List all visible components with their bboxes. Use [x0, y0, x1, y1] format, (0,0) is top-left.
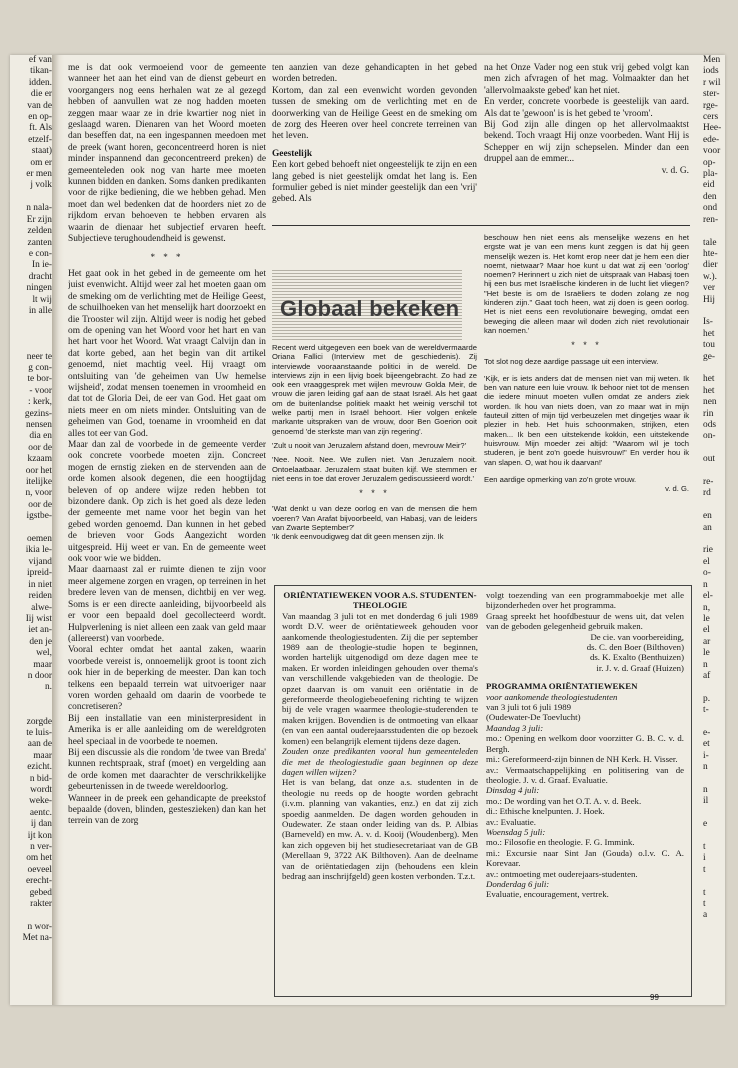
right-fragment-line: tou — [703, 340, 715, 351]
left-fragment-line: rakter — [30, 899, 52, 910]
col2-paragraph: ten aanzien van deze gehandicapten in het gebed worden betreden. — [272, 63, 477, 85]
program-item: av.: Evaluatie. — [486, 816, 536, 827]
right-fragment-line: out — [703, 454, 715, 465]
left-fragment-line: g con- — [28, 362, 52, 373]
left-fragment-line: weke- — [29, 796, 52, 807]
right-fragment-line: il — [703, 796, 709, 807]
left-fragment-line: oemen — [27, 534, 52, 545]
right-fragment-line: het — [703, 385, 715, 396]
program-item: av.: ontmoeting met ouderejaars-studenten. — [486, 868, 638, 879]
globaal-text: beschouw hen niet eens als menselijke wezens en het ergste wat je van een mens kunt zeggen is dat hij geen menselijk wezen is. Het komt erop neer dat je hem een dier noemt, nietwaar? Maar hoe kunt u dat wat zij een 'oorlog' noemen? Herinnert u zich niet de uitspraak van Habasj toen hij een bus met Israëlische kinderen in de lucht liet vliegen? "Het beste is om de Israëliers te doden zolang ze nog kinderen zijn." Gaat toch heen, wat zij doen is geen oorlog. Het is niet eens een revolutionaire beweging, omdat een beweging die alleen maar wil doden zich niet revolutionair kan noemen.' — [484, 233, 689, 335]
left-fragment-line — [10, 910, 52, 921]
right-fragment-line: n — [703, 659, 708, 670]
left-fragment-line: idden. — [28, 77, 52, 88]
separator-stars: * * * — [359, 488, 390, 499]
right-fragment-line: rie — [703, 545, 713, 556]
column-3 — [484, 63, 689, 223]
right-fragment-line: eid — [703, 180, 715, 191]
right-fragment-line: a — [703, 910, 708, 921]
program-item: mo.: Filosofie en theologie. F. G. Immink. — [486, 837, 635, 848]
right-fragment-line: ge- — [703, 351, 715, 362]
left-fragment-line: zelden — [27, 226, 52, 237]
right-fragment-line: t — [703, 899, 706, 910]
right-fragment-line — [703, 831, 725, 842]
left-fragment-line: n door — [27, 670, 52, 681]
globaal-right-column — [484, 233, 689, 568]
left-fragment-line: e con- — [28, 248, 52, 259]
left-fragment-line: van de — [27, 100, 52, 111]
globaal-question: 'Zult u nooit van Jeruzalem afstand doen, mevrouw Meir?' — [272, 440, 467, 450]
left-fragment-line: oor de — [28, 499, 52, 510]
right-fragment-line — [703, 466, 725, 477]
column-2 — [272, 63, 477, 223]
orientatie-left-column — [282, 590, 478, 990]
right-fragment-line: het — [703, 374, 715, 385]
right-fragment-line: r wil — [703, 77, 721, 88]
left-fragment-line: er men — [26, 169, 52, 180]
right-fragment-line: ede- — [703, 134, 720, 145]
col3-paragraph: En verder, concrete voorbede is geestelijk van aard. Als dat te 'gewoon' is is het gebed te 'vroom'. — [484, 97, 689, 119]
orientatie-paragraph: Graag spreekt het hoofdbestuur de wens uit, dat velen van de geboden gelegenheid gebruik maken. — [486, 610, 684, 632]
right-fragment-line: rin — [703, 408, 714, 419]
program-days — [486, 723, 684, 900]
left-fragment-line: in alle — [28, 305, 52, 316]
left-fragment-line: aentc. — [29, 807, 52, 818]
left-fragment-line: kzaam — [27, 454, 52, 465]
right-fragment-line — [703, 443, 725, 454]
program-day: Maandag 3 juli: — [486, 722, 544, 733]
left-fragment-line: den je — [29, 636, 52, 647]
col1-paragraph: Maar dan zal de voorbede in de gemeente verder ook concrete voorbede moeten zijn. Concreet mogen de ernstig zieken en de stervenden aan de orde komen alsook degenen, die een hoogtijdag beleven of op andere wijze reden hebben tot bizondere dank. Op zich is het goed als deze leden der gemeente met name voor het begin van het gebed worden genoemd. Dan kunnen in het gebed de brieven voor Gods Aangezicht worden uitgespreid. Hij weet er van. En de gemeente weet ook voor wie we bidden. — [68, 440, 266, 565]
left-fragment-line: : kerk, — [28, 397, 52, 408]
right-fragment-line — [703, 226, 725, 237]
program-item: mi.: Gereformeerd-zijn binnen de NH Kerk. H. Visser. — [486, 754, 678, 765]
right-fragment-line: n — [703, 762, 708, 773]
right-fragment-line — [703, 534, 725, 545]
left-fragment-line: te bor- — [27, 374, 52, 385]
left-fragment-line: vijand — [28, 556, 52, 567]
right-fragment-line — [703, 774, 725, 785]
right-fragment-line: rd — [703, 488, 711, 499]
program-title: PROGRAMMA ORIËNTATIEWEKEN — [486, 681, 638, 692]
separator-stars: * * * — [571, 340, 602, 351]
globaal-answer: 'Nee. Nooit. Nee. We zullen niet. Van Jeruzalem nooit. Ontoelaatbaar. Jeruzalem staat buiten kijf. We stemmen er niet eens in toe dat erover Jeruzalem gediscussieerd wordt.' — [272, 455, 477, 483]
right-fragment-line: het — [703, 328, 715, 339]
right-fragment-line — [703, 682, 725, 693]
right-page-fragments — [703, 55, 725, 933]
page-gutter — [52, 55, 64, 1005]
left-fragment-line: n. — [44, 682, 52, 693]
right-fragment-line: Hij — [703, 294, 715, 305]
left-fragment-line: ipreid- — [27, 568, 52, 579]
right-fragment-line: ods — [703, 420, 717, 430]
right-fragment-line — [703, 808, 725, 819]
left-fragment-line: wordt — [30, 785, 52, 795]
orientatie-paragraph: Van maandag 3 juli tot en met donderdag 6 juli 1989 wordt D.V. weer de oriëntatieweek gehouden voor aankomende theologiestudenten. Zij die per september 1989 aan de theologie-studie hopen te beginnen, worden hartelijk uitgenodigd om deze dagen mee te maken. Er worden inleidingen gehouden over thema's van verschillende vakgebieden van de theologie. De opzet daarvan is om vanuit een oriëntatie in de gereformeerde theologiebeoefening richting te wijzen bij de vele vragen waarmee theologie-studerenden te maken krijgen. Bovendien is de ontmoeting van elkaar (en van een aantal ouderejaarsstudenten die op bezoek komen) een belangrijk element tijdens deze dagen. — [282, 610, 478, 746]
globaal-text: Tot slot nog deze aardige passage uit een interview. — [484, 356, 659, 366]
program-dates: van 3 juli tot 6 juli 1989 — [486, 702, 572, 713]
left-fragment-line: oor het — [25, 465, 52, 476]
right-fragment-line — [703, 500, 725, 511]
left-fragment-line: igstbe- — [26, 511, 52, 522]
program-day: Donderdag 6 juli: — [486, 878, 550, 889]
program-item: mi.: Excursie naar Sint Jan (Gouda) o.l.v. C. A. Korevaar. — [486, 847, 684, 869]
right-fragment-line: o- — [703, 568, 711, 579]
committee-line: ds. K. Exalto (Benthuizen) — [589, 652, 684, 663]
right-fragment-line: el — [703, 556, 710, 567]
globaal-answer: 'Ik denk eenvoudigweg dat dit geen mensen zijn. Ik — [272, 532, 444, 542]
right-fragment-line — [703, 363, 725, 374]
right-fragment-line: ond — [703, 203, 718, 214]
right-fragment-line: rge- — [703, 100, 718, 111]
section-heading: Geestelijk — [272, 148, 313, 159]
right-fragment-line: et — [703, 739, 710, 750]
left-fragment-line: iet an- — [28, 625, 52, 636]
right-fragment-line: an — [703, 522, 712, 533]
right-fragment-line: le — [703, 648, 710, 659]
right-fragment-line: en — [703, 511, 712, 522]
left-fragment-line: aan de — [27, 739, 52, 750]
col1-paragraph: Vooral echter omdat het aantal zaken, waarin voorbede vereist is, onnoemelijk groot is toont zich ook hier in de beperking de meester. Dan kan toch telkens een bepaald terrein wat uitvoeriger naar voren worden gehaald om daarin de voorbede te concretiseren? — [68, 645, 266, 713]
right-fragment-line: e- — [703, 727, 711, 738]
right-fragment-line: ren- — [703, 214, 719, 225]
col1-paragraph: Bij een discussie als die rondom 'de twee van Breda' kunnen rechtspraak, straf (moet) en vergelding aan de orde komen met daarachter de verschrikkelijke gebeurtenissen in de tweede wereldoorlog. — [68, 747, 266, 793]
right-fragment-line — [703, 876, 725, 887]
right-fragment-line: Is- — [703, 317, 713, 328]
committee-line: De cie. van voorbereiding, — [590, 631, 684, 642]
col1-paragraph: Bij een installatie van een ministerpresident in Amerika is er alle aanleiding om de wereldgroten heel speciaal in de voorbede te noemen. — [68, 713, 266, 747]
orientatie-right-column — [486, 590, 684, 990]
program-item: av.: Vermaatschappelijking en politisering van de theologie. J. v. d. Graaf. Evaluatie. — [486, 764, 684, 785]
col3-paragraph: Bij God zijn alle dingen op het allervolmaaktst bekend. Toch vraagt Hij onze voorbeden. Want Hij is Schepper en wij zijn schepselen. Minder dan een druppel aan de emmer... — [484, 120, 689, 165]
committee-line: ds. C. den Boer (Bilthoven) — [586, 642, 684, 653]
right-fragment-line: n — [703, 785, 708, 795]
right-fragment-line: ster- — [703, 89, 720, 100]
left-fragment-line: etzelf- — [28, 134, 52, 145]
right-fragment-line: on- — [703, 431, 716, 442]
right-fragment-line: tale — [703, 237, 717, 248]
left-fragment-line: wel, — [36, 648, 52, 659]
left-fragment-line: ezicht. — [27, 762, 52, 773]
right-fragment-line: i — [703, 853, 706, 864]
right-fragment-line: t- — [703, 705, 709, 716]
right-fragment-line: dier — [703, 260, 718, 271]
left-page-fragments — [10, 55, 52, 945]
separator-stars: * * * — [150, 251, 184, 262]
left-fragment-line: Er zijn — [26, 214, 52, 225]
orientatie-heading: ORIËNTATIEWEKEN VOOR A.S. STUDENTEN-THEOLOGIE — [283, 590, 477, 611]
left-fragment-line — [10, 705, 52, 716]
col1-paragraph: Maar daarnaast zal er ruimte dienen te zijn voor meer algemene zorgen en vragen, op terreinen in het bredere leven van de mensen, dichtbij en ver weg. Soms is er een directe aanleiding, bijvoorbeeld als er voor een bepaald doel gecollecteerd wordt. Hulpverlening is niet alleen een zaak van geld maar (allereerst) van voorbede. — [68, 565, 266, 644]
left-fragment-line — [10, 340, 52, 351]
left-fragment-line: zanten — [27, 237, 52, 248]
right-fragment-line: op- — [703, 157, 716, 168]
left-fragment-line: n, voor — [25, 488, 52, 499]
left-fragment-line: om er — [30, 157, 52, 168]
right-fragment-line: af — [703, 670, 711, 681]
right-fragment-line: n — [703, 579, 708, 590]
right-fragment-line: w.). — [703, 271, 717, 282]
program-item: Evaluatie, encouragement, vertrek. — [486, 889, 609, 900]
right-fragment-line: nen — [703, 397, 717, 408]
globaal-question: 'Wat denkt u van deze oorlog en van de mensen die hem voeren? Van Arafat bijvoorbeeld, van Habasj, van de leiders van Zwarte September?' — [272, 504, 477, 533]
left-fragment-line: reiden — [28, 591, 52, 602]
program-day: Woensdag 5 juli: — [486, 826, 546, 837]
orientatie-italic: Zouden onze predikanten vooral hun gemeenteleden die met de theologiestudie gaan beginnen op deze dagen willen wijzen? — [282, 746, 478, 777]
left-fragment-line: nensen — [25, 420, 52, 430]
col1-paragraph: me is dat ook vermoeiend voor de gemeente wanneer het aan het eind van de dienst gebeurt en voorgangers nog eens herhalen wat ze al gezegd hebben of aanvullen wat ze nog hadden moeten zeggen maar waar ze in drie kwartier nog niet in geslaagd waren. Dienaren van het Woord moeten dan beseffen dat, na een ingespannen meedoen met de preek (want horen, geconcentreerd horen is niet minder inspannend dan geconcentreerd preken) de gemeenteleden ook nog van harte mee moeten kunnen bidden en danken. Soms danken predikanten voor de rijke bediening, die we hebben gehad. Men moet dan wel bedenken dat de hoorders niet zo de rijkdom ervan behoeven te hebben ervaren als waarin de dienaar het subjectief ervaren heeft. Subjectieve terughoudendheid is gewenst. — [68, 63, 266, 245]
left-fragment-line: itelijke — [25, 477, 52, 488]
signature: v. d. G. — [665, 484, 689, 494]
right-fragment-line: p. — [703, 693, 711, 704]
right-fragment-line: cers — [703, 112, 719, 123]
committee-line: ir. J. v. d. Graaf (Huizen) — [596, 662, 684, 673]
right-fragment-line: iods — [703, 66, 719, 77]
left-fragment-line: alwe- — [31, 602, 52, 613]
left-fragment-line: oor de — [28, 442, 52, 453]
left-fragment-line: dracht — [28, 271, 52, 282]
left-fragment-line: neer te — [26, 351, 52, 362]
program-location: (Oudewater-De Toevlucht) — [486, 712, 581, 723]
left-fragment-line — [10, 329, 52, 340]
left-fragment-line: n bid- — [29, 773, 52, 784]
program-item: mo.: De wording van het O.T. A. v. d. Beek. — [486, 795, 642, 806]
globaal-title: Globaal bekeken — [280, 296, 460, 321]
left-fragment-line: dia en — [29, 431, 52, 442]
globaal-text: Een aardige opmerking van zo'n grote vrouw. — [484, 474, 637, 484]
left-fragment-line: erecht- — [25, 876, 52, 887]
left-fragment-line: gebed — [29, 887, 52, 898]
signature: v. d. G. — [661, 165, 689, 176]
col3-paragraph: na het Onze Vader nog een stuk vrij gebed volgt kan men zich afvragen of het mag. Volmaakter dan het 'allervolmaakste gebed' kan het niet. — [484, 63, 689, 96]
right-fragment-line: t — [703, 887, 706, 898]
left-fragment-line: ft. Als — [29, 123, 52, 134]
col1-paragraph: Wanneer in de preek een gehandicapte de preekstof bepaalde (doven, blinden, gesteszieken) dan kan het terrein van de zorg — [68, 793, 266, 827]
left-fragment-line: die er — [30, 89, 52, 100]
left-fragment-line — [10, 317, 52, 328]
right-fragment-line: e — [703, 819, 708, 830]
left-fragment-line: Met na- — [22, 933, 52, 944]
orientatie-paragraph: volgt toezending van een programmaboekje met alle bijzonderheden over het programma. — [486, 590, 684, 611]
globaal-title-box — [272, 270, 462, 340]
left-fragment-line: - voor — [29, 385, 52, 396]
left-fragment-line: ikia le- — [25, 545, 52, 556]
right-fragment-line — [703, 922, 725, 933]
page-number: 99 — [650, 993, 659, 1002]
left-fragment-line: staat) — [31, 146, 52, 157]
right-fragment-line — [703, 717, 725, 728]
right-fragment-line: n, — [703, 602, 711, 613]
left-fragment-line: oeveel — [27, 864, 52, 875]
left-fragment-line: te luis- — [26, 727, 52, 738]
right-fragment-line: pla- — [703, 169, 718, 180]
program-subtitle: voor aankomende theologiestudenten — [486, 691, 618, 702]
orientatie-paragraph: Het is van belang, dat onze a.s. studenten in de theologie nu reeds op de hoogte worden gebracht (i.v.m. planning van vakanties, enz.) en dat zij zich spoedig aanmelden. De dagen worden gehouden in Oudewater. Ze staan onder leiding van ds. P. Albias (Barneveld) en mw. A. v. d. Kooij (Woudenberg). Men kan zich opgeven bij het studiesecretariaat van de GB (Merellaan 9, 3722 AK Bilthoven). Aan de deelname van de oriëntatiedagen zijn (behoudens een klein bedrag aan inschrijfgeld) geen kosten verbonden. T.z.t. — [282, 777, 478, 881]
left-fragment-line: ijt kon — [27, 830, 52, 841]
left-fragment-line: maar — [33, 750, 52, 761]
right-fragment-line: Hee- — [703, 123, 722, 134]
program-item: mo.: Opening en welkom door voorzitter G. B. C. v. d. Bergh. — [486, 733, 684, 754]
col2-paragraph: Kortom, dan zal een evenwicht worden gevonden tussen de smeking om de verlichting met en de doorwerking van de Heilige Geest en de smeking om de zorg des Heeren over heel concrete terreinen van het leven. — [272, 85, 477, 142]
right-fragment-line: t — [703, 864, 706, 875]
left-fragment-line: In ie- — [31, 260, 52, 271]
left-fragment-line: n ver- — [30, 842, 52, 853]
left-fragment-line: ef van — [28, 55, 52, 65]
col2-paragraph: Een kort gebed behoeft niet ongeestelijk te zijn en een lang gebed is niet geestelijk omdat het lang is. Een formulier gebed is niet minder geestelijk dan een 'vrij' gebed. Als — [272, 160, 477, 205]
left-fragment-line — [10, 694, 52, 705]
right-fragment-line: el- — [703, 591, 713, 602]
left-fragment-line: ningen — [26, 283, 52, 294]
left-fragment-line: n nala- — [26, 203, 52, 214]
divider — [272, 225, 690, 226]
left-fragment-line: Iij wist — [25, 613, 52, 624]
right-fragment-line: le — [703, 613, 710, 624]
col1-paragraph: Het gaat ook in het gebed in de gemeente om het juist evenwicht. Altijd weer zal het moeten gaan om de smeking om de verlichting met de Heilige Geest, de schuilhoeken van het menselijk hart doorzoekt en die Trooster wil zijn. Altijd weer is nodig het gebed om de opening van het Woord voor het hart en van het hart voor het Woord. Wat vraagt Calvijn dan in dat korte gebed, aan het begin van dit artikel genoemd, niet machtig veel. Hij vraagt om ontsluiting van 'de geheimen van Uw hemelse wijsheid', zodat mensen toenemen in vroomheid en dat tot de Gloria Dei, de eer van God. Het gaat om niets meer en om niets minder. Ontsluiting van de geheimen van God, toename in vroomheid en dat alles tot eer van God. — [68, 268, 266, 439]
right-fragment-line: den — [703, 191, 717, 202]
left-fragment-line: n wor- — [27, 921, 52, 932]
right-fragment-line: t — [703, 842, 706, 853]
right-fragment-line: hte- — [703, 248, 718, 259]
right-fragment-line: i- — [703, 750, 709, 761]
left-fragment-line — [10, 192, 52, 203]
program-item: di.: Ethische knelpunten. J. Hoek. — [486, 806, 605, 817]
left-fragment-line: om het — [26, 853, 52, 864]
left-fragment-line: lt wij — [32, 294, 52, 305]
globaal-quote: 'Kijk, er is iets anders dat de mensen niet van mij weten. Ik ben van nature een luie vrouw. Ik behoor niet tot de mensen die iedere minuut moeten vullen omdat ze anders ziek worden. Ik hou van niets doen, van zo maar wat in mijn fauteuil zitten of mijn tijd verbeuzelen met dingetjes waar ik plezier in heb. Het huis schoonmaken, strijken, eten maken... Ik ben een uitstekende kokkin, een uitstekende huisvrouw. Mijn moeder zei altijd: "Waarom wil je toch studeren, je bent zo'n goede huisvrouw!" En verder hou ik van slapen. O, wat hou ik daarvan!' — [484, 373, 689, 467]
magazine-page — [10, 55, 725, 1005]
left-fragment-line: ij dan — [30, 819, 52, 830]
left-fragment-line — [10, 523, 52, 534]
left-fragment-line: tikan- — [30, 66, 52, 77]
globaal-intro: Recent werd uitgegeven een boek van de wereldvermaarde Oriana Fallici (Interview met de geschiedenis). Zij interviewde vooraanstaande politici in de wereld. De interviews zijn in een lijvig boek bijeengebracht. Zo had ze ook een vraaggesprek met wijlen mevrouw Golda Meir, de vrouw die jaren leiding gaf aan de staat Israël. Als het gaat om de buitenlandse politiek maakt het weinig verschil tot welke partij men in Israël behoort. Hier volgen enkele markante uitspraken van de vrouw, door Ben Goerion ooit genoemd 'de sterkste man van zijn regering'. — [272, 343, 477, 436]
program-day: Dinsdag 4 juli: — [486, 785, 540, 796]
left-fragment-line: maar — [33, 659, 52, 670]
left-fragment-line: j volk — [30, 180, 52, 191]
right-fragment-line: voor — [703, 146, 721, 157]
right-fragment-line: Men — [703, 55, 721, 65]
right-fragment-line: re- — [703, 477, 714, 488]
right-fragment-line: el — [703, 625, 710, 636]
column-1 — [68, 63, 266, 998]
globaal-left-column — [272, 343, 477, 583]
left-fragment-line: en op- — [28, 112, 52, 123]
left-fragment-line: zorgde — [26, 716, 52, 727]
right-fragment-line — [703, 306, 725, 317]
right-fragment-line: ver — [703, 283, 715, 294]
right-fragment-line: ar — [703, 636, 711, 647]
left-fragment-line: in niet — [28, 579, 52, 590]
left-fragment-line: gezins- — [24, 408, 52, 419]
